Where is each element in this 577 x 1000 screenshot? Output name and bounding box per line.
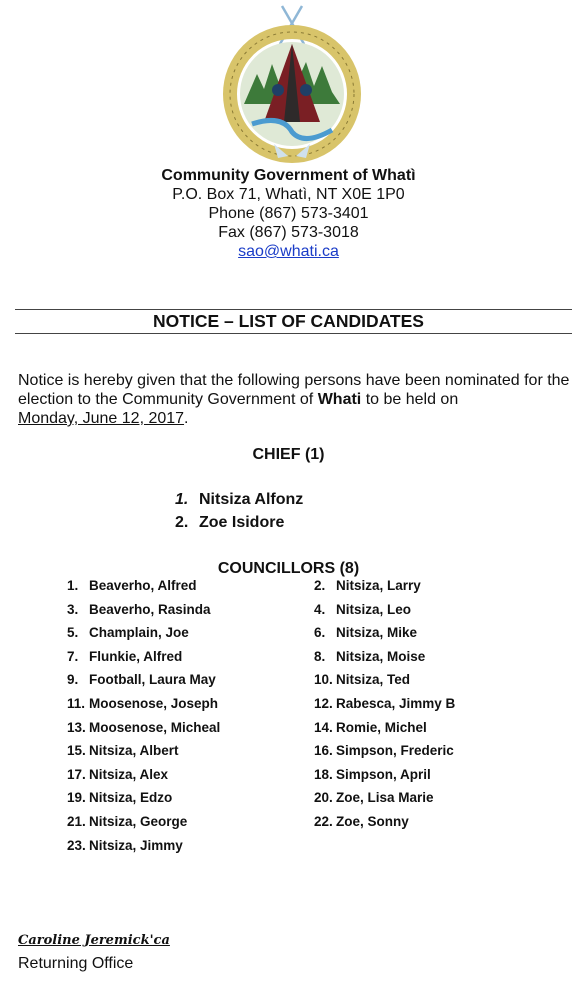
intro-text-end: to be held on [361,391,459,408]
notice-intro-paragraph [18,371,574,428]
councillor-candidate-name: Rabesca, Jimmy B [336,696,456,711]
notice-title: NOTICE – LIST OF CANDIDATES [153,311,424,331]
councillor-candidate-name: Flunkie, Alfred [89,648,183,664]
councillor-candidate [314,649,425,664]
title-bottom-rule [15,333,572,334]
chief-candidate [175,491,303,509]
councillor-candidate [67,838,183,853]
councillor-candidate [314,767,431,782]
councillor-candidate [314,672,410,687]
councillor-candidate-name: Simpson, Frederic [336,743,454,759]
councillor-candidate-name: Nitsiza, Ted [336,672,411,688]
councillor-candidate [314,720,427,735]
councillor-candidate-name: Zoe, Sonny [336,814,409,829]
councillor-candidate-name: Nitsiza, Leo [336,601,412,617]
councillor-candidate-name: Beaverho, Rasinda [89,601,211,617]
councillor-candidate-name: Nitsiza, Moise [336,648,426,664]
councillor-candidate-number: 2. [314,578,326,593]
councillor-candidate-name: Zoe, Lisa Marie [336,790,434,806]
organization-fax: Fax (867) 573-3018 [218,224,359,241]
councillor-candidate [314,743,454,758]
councillor-candidate [67,696,218,711]
councillor-candidate-number: 20. [314,790,333,806]
councillor-candidate-number: 4. [314,601,326,617]
councillor-candidate-number: 18. [314,766,333,782]
councillor-candidate-name: Romie, Michel [336,719,427,735]
councillor-candidate-name: Moosenose, Joseph [89,696,219,711]
councillor-candidate [67,602,211,617]
intro-community-name: Whati [317,391,362,408]
councillor-candidate-name: Nitsiza, Jimmy [89,837,183,853]
councillor-candidate-name: Beaverho, Alfred [89,578,197,593]
councillor-candidate-number: 22. [314,814,333,829]
chief-heading: CHIEF (1) [252,446,325,463]
election-date-period: . [184,410,189,427]
councillor-candidate-number: 23. [67,837,86,853]
returning-officer-signature: Caroline Jeremick'ca [18,933,170,948]
councillor-candidate [314,696,455,711]
title-top-rule [15,309,572,310]
organization-address: P.O. Box 71, Whatì, NT X0E 1P0 [172,186,405,203]
councillor-candidate-number: 1. [67,578,79,593]
councillor-candidate-number: 13. [67,719,86,735]
councillor-candidate-number: 10. [314,672,333,688]
councillor-candidate [314,602,411,617]
councillor-candidate-number: 3. [67,601,79,617]
councillor-candidate-name: Nitsiza, Alex [89,766,169,782]
councillor-candidate-number: 9. [67,672,79,688]
councillor-candidate [67,720,220,735]
election-date: Monday, June 12, 2017 [18,410,185,427]
councillors-heading: COUNCILLORS (8) [217,560,360,577]
councillor-candidate-name: Nitsiza, Edzo [89,790,173,806]
councillor-candidate [314,625,417,640]
councillor-candidate [314,814,409,829]
councillor-candidate [67,672,216,687]
councillor-candidate [67,767,168,782]
councillor-candidate-number: 15. [67,743,86,759]
chief-candidate [175,514,284,532]
returning-officer-title: Returning Office [18,955,134,972]
councillor-candidate-name: Simpson, April [336,766,431,782]
councillor-candidate-number: 12. [314,696,333,711]
organization-name: Community Government of Whatì [161,167,416,184]
organization-email-link[interactable]: sao@whati.ca [238,243,339,260]
councillor-candidate-number: 14. [314,719,333,735]
councillor-candidate-number: 19. [67,790,86,806]
organization-phone: Phone (867) 573-3401 [208,205,369,222]
councillor-candidate [67,814,187,829]
councillor-candidate [314,790,434,805]
chief-candidate-number: 2. [175,514,189,531]
councillor-candidate-name: Football, Laura May [89,672,216,688]
councillor-candidate-name: Nitsiza, Albert [89,743,179,759]
councillor-candidate-name: Nitsiza, George [89,814,188,829]
councillor-candidate-name: Nitsiza, Larry [336,578,421,593]
chief-candidate-name: Zoe Isidore [199,514,285,531]
councillor-candidate-number: 21. [67,814,86,829]
councillor-candidate [314,578,421,593]
councillor-candidate-number: 6. [314,625,326,641]
councillor-candidate-name: Nitsiza, Mike [336,625,418,641]
councillor-candidate-number: 7. [67,648,79,664]
councillor-candidate [67,790,172,805]
intro-text: Notice is hereby given that the following persons have been nominated for the election to the Community Government of [18,372,570,408]
councillor-candidate-number: 5. [67,625,79,641]
councillor-candidate [67,625,189,640]
councillor-candidate-name: Moosenose, Micheal [89,719,221,735]
councillor-candidate-number: 11. [67,696,86,711]
chief-candidate-number: 1. [175,491,189,508]
councillor-candidate-number: 8. [314,648,326,664]
councillor-candidate-number: 17. [67,766,86,782]
councillor-candidate [67,649,182,664]
community-government-logo [222,4,362,164]
councillor-candidate-number: 16. [314,743,333,759]
chief-candidate-name: Nitsiza Alfonz [199,491,304,508]
councillor-candidate [67,743,179,758]
councillor-candidate-name: Champlain, Joe [89,625,189,641]
councillor-candidate [67,578,197,593]
